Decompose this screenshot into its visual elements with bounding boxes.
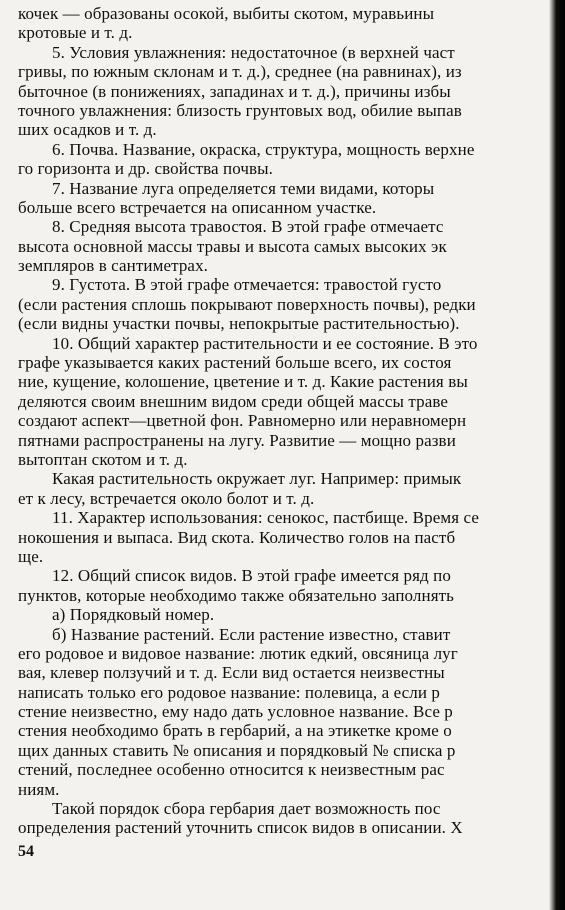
text-line: больше всего встречается на описанном участке. bbox=[18, 197, 377, 217]
text-line: ниям. bbox=[18, 779, 60, 799]
text-line: пунктов, которые необходимо также обязательно заполнять bbox=[18, 585, 454, 605]
text-line: земпляров в сантиметрах. bbox=[18, 256, 209, 276]
text-line: 9. Густота. В этой графе отмечается: травостой густо bbox=[52, 275, 442, 295]
text-line: графе указывается каких растений больше всего, их состоя bbox=[18, 353, 452, 373]
text-line: Какая растительность окружает луг. Например: примык bbox=[52, 469, 462, 489]
text-line: ние, кущение, колошение, цветение и т. д. Какие растения вы bbox=[18, 372, 468, 392]
text-line: (если видны участки почвы, непокрытые растительностью). bbox=[18, 314, 460, 334]
text-line: Такой порядок сбора гербария дает возможность пос bbox=[52, 799, 441, 819]
text-line: 8. Средняя высота травостоя. В этой графе отмечаетс bbox=[52, 217, 444, 237]
text-line: нокошения и выпаса. Вид скота. Количество голов на пастб bbox=[18, 527, 456, 547]
text-line: стения необходимо брать в гербарий, а на этикетке кроме о bbox=[18, 721, 452, 741]
text-line: точного увлажнения: близость грунтовых вод, обилие выпав bbox=[18, 100, 462, 120]
text-line: стений, последнее особенно относится к неизвестным рас bbox=[18, 760, 445, 780]
text-line: 10. Общий характер растительности и ее состояние. В это bbox=[52, 333, 478, 353]
text-line: ших осадков и т. д. bbox=[18, 120, 157, 140]
text-line: высота основной массы травы и высота самых высоких эк bbox=[18, 236, 447, 256]
text-line: а) Порядковый номер. bbox=[52, 605, 215, 625]
text-line: 6. Почва. Название, окраска, структура, мощность верхне bbox=[52, 139, 475, 159]
text-line: пятнами распространены на лугу. Развитие — мощно разви bbox=[18, 430, 456, 450]
text-line: стение неизвестно, ему надо дать условное название. Все р bbox=[18, 702, 453, 722]
text-line: го горизонта и др. свойства почвы. bbox=[18, 159, 274, 179]
text-line: 12. Общий список видов. В этой графе имеется ряд по bbox=[52, 566, 451, 586]
text-line: щих данных ставить № описания и порядковый № списка р bbox=[18, 740, 456, 760]
text-line: гривы, по южным склонам и т. д.), среднее (на равнинах), из bbox=[18, 62, 462, 82]
text-line: ет к лесу, встречается около болот и т. д. bbox=[18, 488, 315, 508]
text-line: написать только его родовое название: полевица, а если р bbox=[18, 682, 441, 702]
text-line: создают аспект—цветной фон. Равномерно или неравномерн bbox=[18, 411, 467, 431]
text-line: вытоптан скотом и т. д. bbox=[18, 449, 188, 469]
text-line: 11. Характер использования: сенокос, пастбище. Время се bbox=[52, 508, 479, 528]
text-line: вая, клевер ползучий и т. д. Если вид остается неизвестны bbox=[18, 663, 445, 683]
text-line: 7. Название луга определяется теми видами, которы bbox=[52, 178, 435, 198]
text-line: определения растений уточнить список видов в описании. Х bbox=[18, 818, 463, 838]
text-line: ще. bbox=[18, 546, 44, 566]
text-line: кротовые и т. д. bbox=[18, 23, 133, 43]
text-line: деляются своим внешним видом среди общей массы траве bbox=[18, 391, 449, 411]
page-text bbox=[18, 4, 560, 838]
page-number: 54 bbox=[18, 843, 34, 860]
text-line: его родовое и видовое название: лютик едкий, овсяница луг bbox=[18, 643, 458, 663]
text-line: быточное (в понижениях, западинах и т. д.), причины избы bbox=[18, 81, 451, 101]
text-line: б) Название растений. Если растение известно, ставит bbox=[52, 624, 451, 644]
text-line: кочек — образованы осокой, выбиты скотом, муравьины bbox=[18, 4, 435, 23]
text-line: 5. Условия увлажнения: недостаточное (в верхней част bbox=[52, 42, 455, 62]
text-line: (если растения сплошь покрывают поверхность почвы), редки bbox=[18, 294, 476, 314]
binding-shadow bbox=[549, 0, 565, 910]
